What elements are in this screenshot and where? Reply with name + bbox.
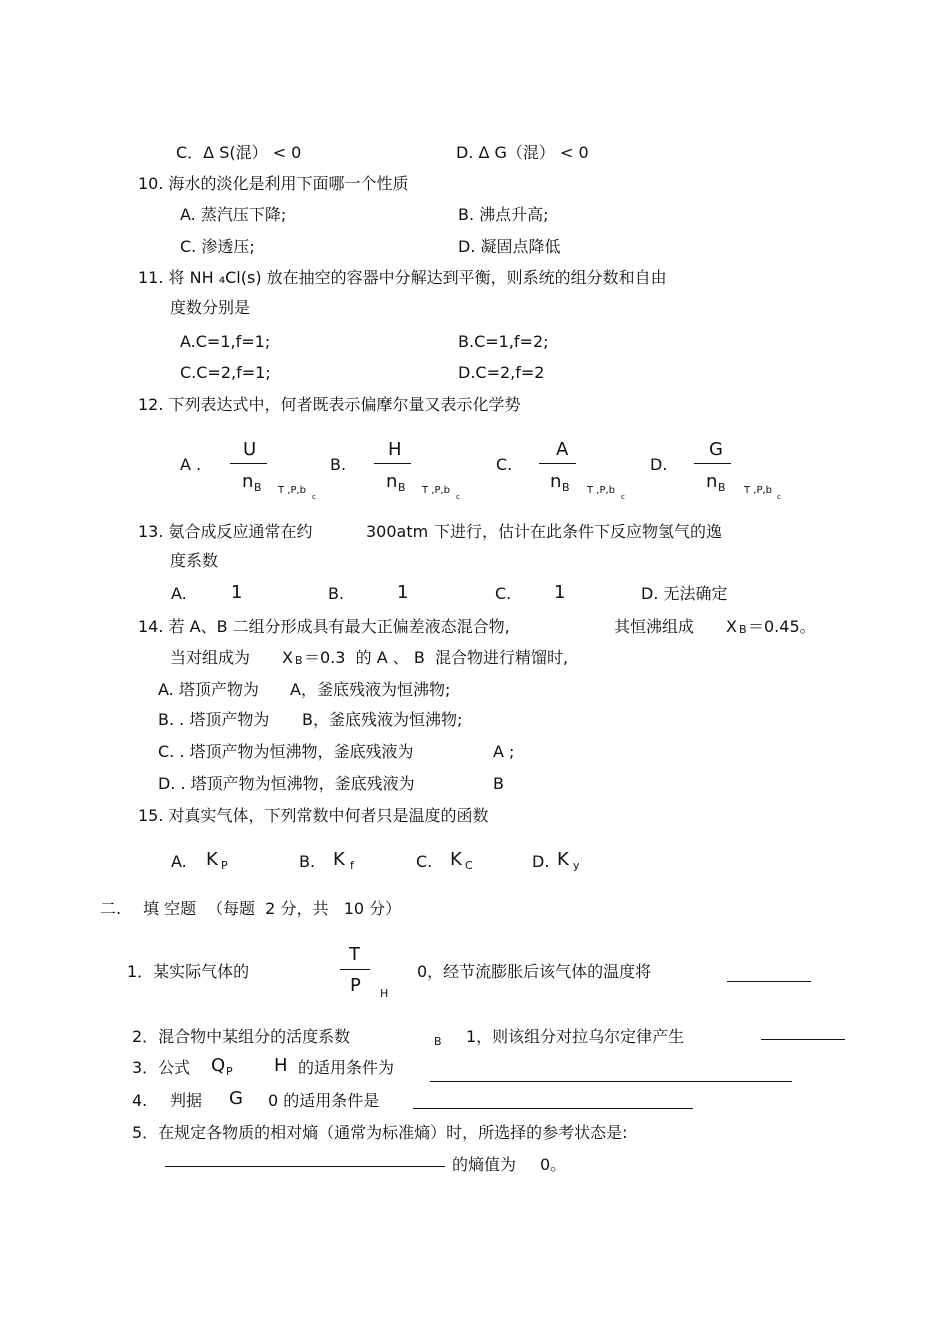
fill1-text-part2: 0，经节流膨胀后该气体的温度将 bbox=[417, 962, 652, 981]
fill3-text-part2: 的适用条件为 bbox=[298, 1058, 395, 1077]
q15-option-b-sub: f bbox=[350, 859, 354, 872]
q14-option-c-part2: A ; bbox=[493, 742, 515, 761]
q13-stem-line2: 度系数 bbox=[170, 551, 219, 570]
q14-stem-part1: 14. 若 A、B 二组分形成具有最大正偏差液态混合物, bbox=[138, 617, 510, 636]
q12-option-d-subscript: T ,P,b bbox=[744, 485, 773, 496]
q15-option-d-symbol: K bbox=[557, 849, 569, 870]
q12-option-b-numerator: H bbox=[388, 439, 402, 460]
q14-option-b-part2: B，釜底残液为恒沸物; bbox=[302, 710, 463, 729]
q15-option-a-label: A. bbox=[171, 852, 187, 871]
q12-option-b-subscript-c: c bbox=[456, 493, 460, 501]
fill1-fraction-bar bbox=[340, 969, 370, 970]
fill2-text-part1: 2．混合物中某组分的活度系数 bbox=[132, 1027, 351, 1046]
q12-option-c-den-sub: B bbox=[562, 481, 570, 494]
fill3-answer-blank[interactable] bbox=[430, 1081, 792, 1082]
q12-option-d-den-sub: B bbox=[718, 481, 726, 494]
fill1-denominator: P bbox=[350, 975, 361, 996]
q13-option-d: D. 无法确定 bbox=[641, 584, 728, 603]
fill5-text-line1: 5．在规定各物质的相对熵（通常为标准熵）时，所选择的参考状态是: bbox=[132, 1123, 628, 1142]
q12-option-a-denominator: n bbox=[242, 471, 254, 492]
q14-stem-line2-x: X bbox=[282, 648, 293, 667]
q12-option-d-label: D. bbox=[650, 455, 668, 474]
q12-option-b-den-sub: B bbox=[398, 481, 406, 494]
q11-stem-line1: 11. 将 NH ₄Cl(s) 放在抽空的容器中分解达到平衡，则系统的组分数和自由 bbox=[138, 268, 667, 287]
q12-option-a-subscript: T ,P,b bbox=[278, 485, 307, 496]
q13-option-b-value: 1 bbox=[397, 582, 409, 603]
fill1-text-part1: 1．某实际气体的 bbox=[127, 962, 250, 981]
q15-option-d-label: D. bbox=[532, 852, 550, 871]
q12-option-a-numerator: U bbox=[243, 439, 257, 460]
section2-note: （每题 2 分，共 10 分） bbox=[207, 899, 402, 918]
q15-option-c-label: C. bbox=[416, 852, 433, 871]
q11-stem-line2: 度数分别是 bbox=[170, 298, 251, 317]
q9-option-c: C．Δ S(混） < 0 bbox=[176, 143, 302, 162]
q13-option-a-value: 1 bbox=[231, 582, 243, 603]
q12-option-d-numerator: G bbox=[709, 439, 723, 460]
q12-option-a-den-sub: B bbox=[254, 481, 262, 494]
q15-option-b-label: B. bbox=[299, 852, 316, 871]
q14-stem-line2a: 当对组成为 bbox=[170, 648, 251, 667]
q15-option-a-sub: P bbox=[221, 859, 228, 872]
q14-stem-part2: 其恒沸组成 bbox=[614, 617, 695, 636]
q14-stem-x: X bbox=[726, 617, 737, 636]
q12-option-c-subscript: T ,P,b bbox=[587, 485, 616, 496]
q14-option-c-part1: C. . 塔顶产物为恒沸物，釜底残液为 bbox=[158, 742, 414, 761]
q11-option-d: D.C=2,f=2 bbox=[458, 363, 545, 382]
fill4-text-part2: 0 的适用条件是 bbox=[268, 1091, 380, 1110]
q14-option-a-part1: A. 塔顶产物为 bbox=[158, 680, 259, 699]
fill5-text-part3: 0。 bbox=[540, 1155, 567, 1174]
q14-stem-part3: ＝0.45。 bbox=[748, 617, 816, 636]
fill2-answer-blank[interactable] bbox=[761, 1039, 845, 1040]
q11-option-c: C.C=2,f=1; bbox=[180, 363, 271, 382]
q14-stem-line2c: ＝0.3 的 A 、 B 混合物进行精馏时, bbox=[304, 648, 569, 667]
fill4-symbol-g: G bbox=[229, 1088, 243, 1109]
q10-stem: 10. 海水的淡化是利用下面哪一个性质 bbox=[138, 174, 409, 193]
q13-stem-part2: 下进行，估计在此条件下反应物氢气的逸 bbox=[434, 522, 723, 541]
q12-option-d-denominator: n bbox=[706, 471, 718, 492]
q14-option-a-part2: A，釜底残液为恒沸物; bbox=[290, 680, 451, 699]
fill4-text-part1: 判据 bbox=[170, 1091, 203, 1110]
fill1-answer-blank[interactable] bbox=[727, 981, 811, 982]
q15-option-b-symbol: K bbox=[333, 849, 345, 870]
q12-option-d-fraction-bar bbox=[694, 463, 731, 464]
q15-option-c-sub: C bbox=[465, 859, 473, 872]
q12-option-c-denominator: n bbox=[550, 471, 562, 492]
fill5-answer-blank[interactable] bbox=[165, 1166, 445, 1167]
q11-option-a: A.C=1,f=1; bbox=[180, 332, 271, 351]
section2-title: 填 空题 bbox=[143, 899, 197, 918]
q15-option-c-symbol: K bbox=[450, 849, 462, 870]
q10-option-a: A. 蒸汽压下降; bbox=[180, 205, 287, 224]
q13-option-c-label: C. bbox=[495, 584, 512, 603]
q12-option-a-fraction-bar bbox=[230, 463, 267, 464]
q12-option-d-subscript-c: c bbox=[777, 493, 781, 501]
fill2-subscript: B bbox=[434, 1035, 442, 1048]
fill1-numerator: T bbox=[349, 944, 360, 965]
fill2-text-part2: 1，则该组分对拉乌尔定律产生 bbox=[466, 1027, 685, 1046]
q15-option-d-sub: y bbox=[573, 859, 580, 872]
q13-option-c-value: 1 bbox=[554, 582, 566, 603]
q11-option-b: B.C=1,f=2; bbox=[458, 332, 549, 351]
fill3-symbol-q: Q bbox=[211, 1055, 226, 1076]
q13-option-b-label: B. bbox=[328, 584, 345, 603]
q14-option-d-part2: B bbox=[493, 774, 504, 793]
q13-option-a-label: A. bbox=[171, 584, 187, 603]
fill1-subscript: H bbox=[380, 987, 389, 1000]
q12-option-c-fraction-bar bbox=[539, 463, 576, 464]
q14-option-b-part1: B. . 塔顶产物为 bbox=[158, 710, 270, 729]
q15-stem: 15. 对真实气体，下列常数中何者只是温度的函数 bbox=[138, 806, 489, 825]
fill4-number: 4. bbox=[132, 1091, 148, 1110]
q14-stem-line2-x-sub: B bbox=[295, 654, 303, 667]
q12-option-c-numerator: A bbox=[556, 439, 569, 460]
q14-stem-x-sub: B bbox=[739, 623, 747, 636]
fill4-answer-blank[interactable] bbox=[413, 1108, 693, 1109]
fill5-text-part2: 的熵值为 bbox=[452, 1155, 517, 1174]
q12-option-b-denominator: n bbox=[386, 471, 398, 492]
section2-number: 二. bbox=[100, 899, 122, 918]
q13-stem-part1: 13. 氨合成反应通常在约 bbox=[138, 522, 313, 541]
q12-option-a-label: A . bbox=[180, 455, 202, 474]
q10-option-d: D. 凝固点降低 bbox=[458, 237, 561, 256]
fill3-symbol-h: H bbox=[274, 1055, 288, 1076]
fill3-text-part1: 3．公式 bbox=[132, 1058, 191, 1077]
fill3-symbol-q-sub: P bbox=[226, 1065, 233, 1078]
q10-option-b: B. 沸点升高; bbox=[458, 205, 549, 224]
q10-option-c: C. 渗透压; bbox=[180, 237, 255, 256]
q15-option-a-symbol: K bbox=[206, 849, 218, 870]
q9-option-d: D. Δ G（混） < 0 bbox=[456, 143, 589, 162]
q12-option-c-subscript-c: c bbox=[621, 493, 625, 501]
q12-option-c-label: C. bbox=[496, 455, 513, 474]
q12-option-b-fraction-bar bbox=[374, 463, 411, 464]
q13-stem-pressure: 300atm bbox=[366, 522, 429, 541]
q14-option-d-part1: D. . 塔顶产物为恒沸物，釜底残液为 bbox=[158, 774, 415, 793]
q12-stem: 12. 下列表达式中，何者既表示偏摩尔量又表示化学势 bbox=[138, 395, 521, 414]
q12-option-b-subscript: T ,P,b bbox=[422, 485, 451, 496]
q12-option-b-label: B. bbox=[330, 455, 347, 474]
q12-option-a-subscript-c: c bbox=[312, 493, 316, 501]
